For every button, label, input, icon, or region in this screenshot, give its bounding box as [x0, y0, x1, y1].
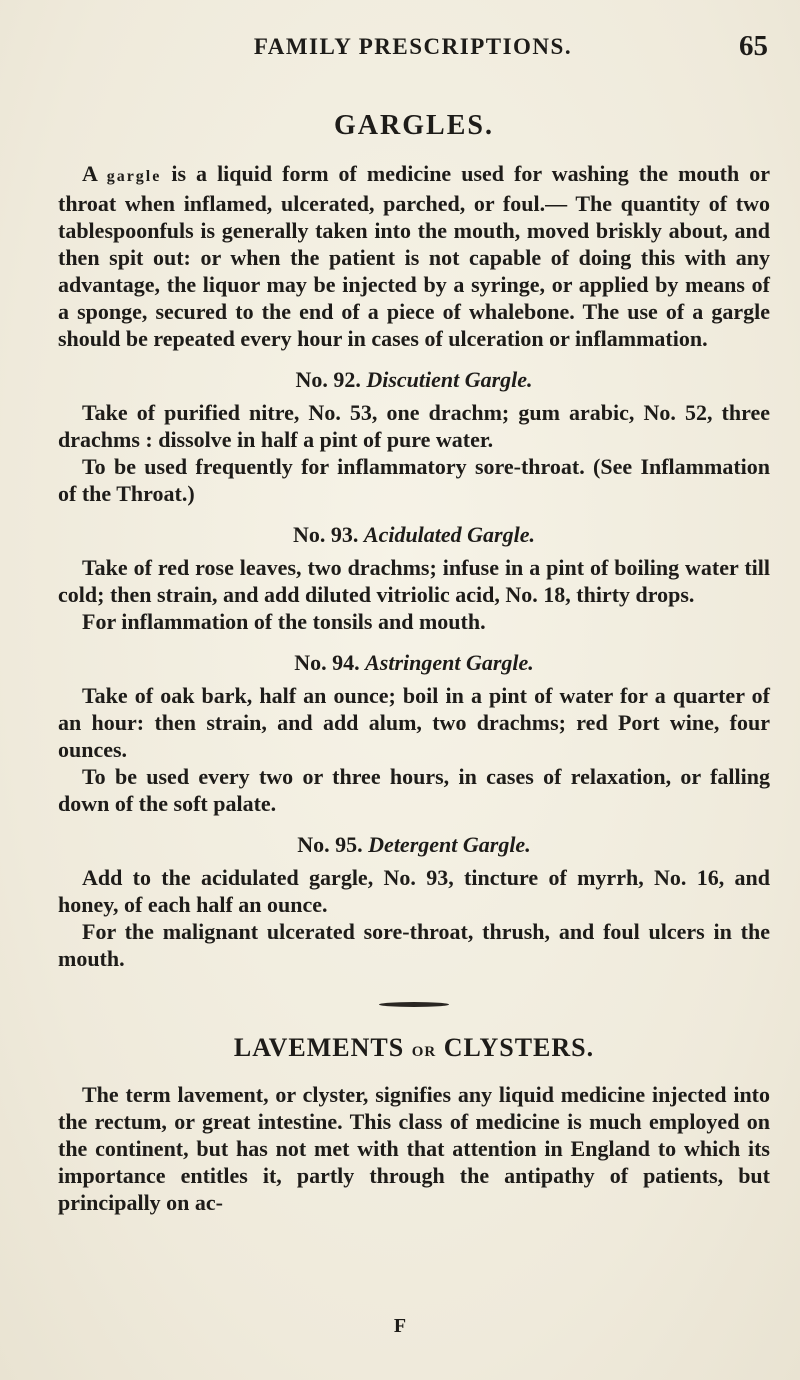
section-heading-lavements — [58, 1033, 770, 1063]
text-block — [58, 110, 770, 1216]
signature-mark: F — [393, 1315, 407, 1337]
prescription-paragraph: To be used frequently for inflammatory sore-throat. (See Inflammation of the Throat.) — [58, 454, 770, 506]
lavements-heading-or: OR — [411, 1044, 437, 1060]
prescription-paragraph: Take of purified nitre, No. 53, one drachm; gum arabic, No. 52, three drachms : dissolve in half a pint of pure water. — [58, 400, 770, 452]
lavements-paragraph: The term lavement, or clyster, signifies any liquid medicine injected into the rectum, or great intestine. This class of medicine is much employed on the continent, but has not met with that attention in England to which its importance entitles it, partly through the antipathy of patients, but principally on ac- — [58, 1082, 770, 1215]
gargles-intro-paragraph — [58, 160, 770, 352]
prescription-name: Astringent Gargle. — [365, 650, 534, 675]
prescription-name: Discutient Gargle. — [366, 367, 533, 392]
prescription-paragraph: Take of oak bark, half an ounce; boil in a pint of water for a quarter of an hour: then strain, and add alum, two drachms; red Port wine, four ounces. — [58, 683, 770, 762]
prescription-number: No. 94. — [294, 650, 360, 675]
running-title: FAMILY PRESCRIPTIONS. — [253, 34, 573, 59]
prescription-name: Acidulated Gargle. — [363, 522, 535, 547]
lavements-heading-part2: CLYSTERS. — [443, 1033, 595, 1062]
lavements-heading-part1: LAVEMENTS — [233, 1033, 405, 1062]
prescription-number: No. 93. — [293, 522, 359, 547]
prescription-paragraph: For the malignant ulcerated sore-throat, thrush, and foul ulcers in the mouth. — [58, 919, 770, 971]
intro-lead-word: gargle — [106, 168, 162, 185]
prescription-name: Detergent Gargle. — [368, 832, 531, 857]
prescription-number: No. 92. — [295, 367, 361, 392]
prescription-heading — [58, 650, 770, 676]
prescription-paragraph: Add to the acidulated gargle, No. 93, tincture of myrrh, No. 16, and honey, of each half an ounce. — [58, 865, 770, 917]
intro-lead-letter: A — [82, 161, 97, 186]
prescription-paragraph: For inflammation of the tonsils and mouth. — [82, 609, 486, 634]
prescription-heading — [58, 522, 770, 548]
prescription-heading — [58, 367, 770, 393]
prescription-number: No. 95. — [297, 832, 363, 857]
running-head — [58, 30, 768, 70]
prescription-heading — [58, 832, 770, 858]
page-number: 65 — [739, 30, 768, 62]
section-divider — [379, 1002, 449, 1007]
prescription-paragraph: Take of red rose leaves, two drachms; infuse in a pint of boiling water till cold; then strain, and add diluted vitriolic acid, No. 18, thirty drops. — [58, 555, 770, 607]
prescription-paragraph: To be used every two or three hours, in cases of relaxation, or falling down of the soft palate. — [58, 764, 770, 816]
intro-text: is a liquid form of medicine used for washing the mouth or throat when inflamed, ulcerated, parched, or foul.— The quantity of two tablespoonfuls is generally taken into the mouth, moved briskly about, and then spit out: or when the patient is not capable of doing this with any advantage, the liquor may be injected by a syringe, or applied by means of a sponge, secured to the end of a piece of whalebone. The use of a gargle should be repeated every hour in cases of ulceration or inflammation. — [58, 161, 771, 351]
section-heading-gargles: GARGLES. — [334, 110, 494, 141]
